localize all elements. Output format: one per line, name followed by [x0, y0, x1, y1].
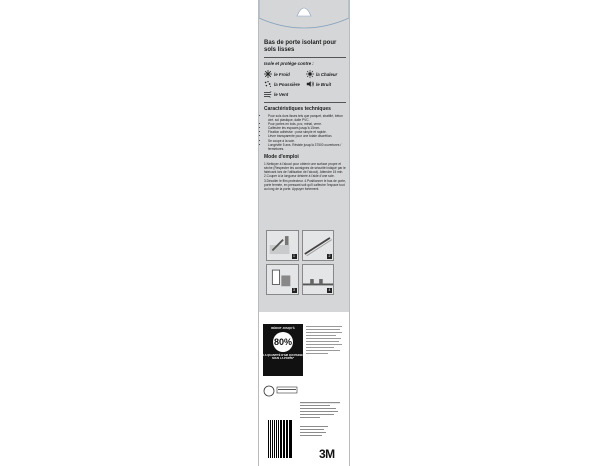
step-number: 4: [328, 288, 331, 292]
step-number: 3: [293, 288, 295, 292]
protection-label: le Vent: [274, 91, 289, 97]
protection-label: la Poussière: [274, 81, 300, 87]
protection-item: [306, 80, 346, 88]
step-number: 1: [293, 254, 295, 258]
protection-item: [264, 70, 304, 78]
mode-text: 1.Nettoyer à l'alcool pour obtenir une surface propre et sèche (Respecter les consignes de sécurité indiqué par le fabricant lors de l'utilisation de l'alcool). Attendre 15 min. 2.Couper à la longueur désirée à l'aide d'une scie. 3.Décoller le film protecteur. 4.Positionner le bas de porte, porte fermée, en pressant soit qu'il calfeutre l'espace tout au long de la porte. Appuyer fortement.: [264, 161, 346, 192]
divider: [264, 102, 346, 103]
address-block: [300, 402, 346, 444]
protection-icons: [264, 70, 346, 98]
list-item: • Longévité 5 ans. Résiste jusqu'à 37500 ouvertures / fermetures.: [268, 143, 346, 151]
snowflake-icon: [264, 70, 272, 78]
dust-icon: [264, 80, 272, 88]
package-text: [264, 40, 346, 191]
footnote-text: [306, 326, 344, 363]
list-item: • Lèvre transparente pour une totale discrétion.: [268, 134, 346, 138]
product-title: Bas de porte isolant pour sols lisses: [264, 40, 337, 53]
tech-title: Caractéristiques techniques: [264, 106, 331, 112]
tech-list: [264, 114, 346, 151]
badge-top: RÉDUIT JUSQU'À: [271, 326, 295, 330]
mode-title: Mode d'emploi: [264, 153, 299, 160]
protection-label: le Froid: [274, 71, 290, 77]
footnote-lines: [306, 326, 344, 362]
step-photos: [266, 230, 334, 295]
divider: [264, 57, 346, 58]
step-photo: [266, 264, 299, 295]
brand-logo: 3M: [319, 447, 335, 461]
protection-item: [264, 80, 304, 88]
step-photo: [302, 264, 335, 295]
protection-item: [264, 90, 304, 98]
protect-label: Isole et protège contre :: [264, 61, 314, 66]
recycling-logos: [263, 384, 345, 399]
step-photo: [266, 230, 299, 261]
step-photo: [302, 230, 335, 261]
speaker-icon: [306, 80, 314, 88]
protection-label: la Chaleur: [316, 71, 338, 77]
recycle-icon: [263, 384, 303, 398]
reduction-badge: [263, 324, 303, 376]
step-number: 2: [328, 254, 331, 258]
list-item: • Pour sols durs lisses tels que parquet, stratifié, béton ciré, sol plastique, dalle PVC.: [268, 114, 346, 122]
protection-label: le Bruit: [316, 81, 332, 87]
barcode: [268, 420, 292, 458]
list-item: • Se coupe à la scie.: [268, 139, 346, 143]
list-item: • Fixation adhésive : pose simple et rapide.: [268, 130, 346, 134]
sun-icon: [306, 70, 314, 78]
list-item: • Pour portes en bois, pvc, métal, verre.: [268, 122, 346, 126]
wind-icon: [264, 90, 272, 98]
list-item: • Calfeutre les espaces jusqu'à 15mm.: [268, 126, 346, 130]
address-lines: [300, 402, 346, 442]
hang-hole: [259, 0, 349, 38]
badge-value: 80%: [273, 332, 293, 352]
protection-item: [306, 70, 346, 78]
badge-bottom: LA QUANTITÉ D'AIR QUI PASSE SOUS LA PORTE*: [263, 354, 303, 361]
